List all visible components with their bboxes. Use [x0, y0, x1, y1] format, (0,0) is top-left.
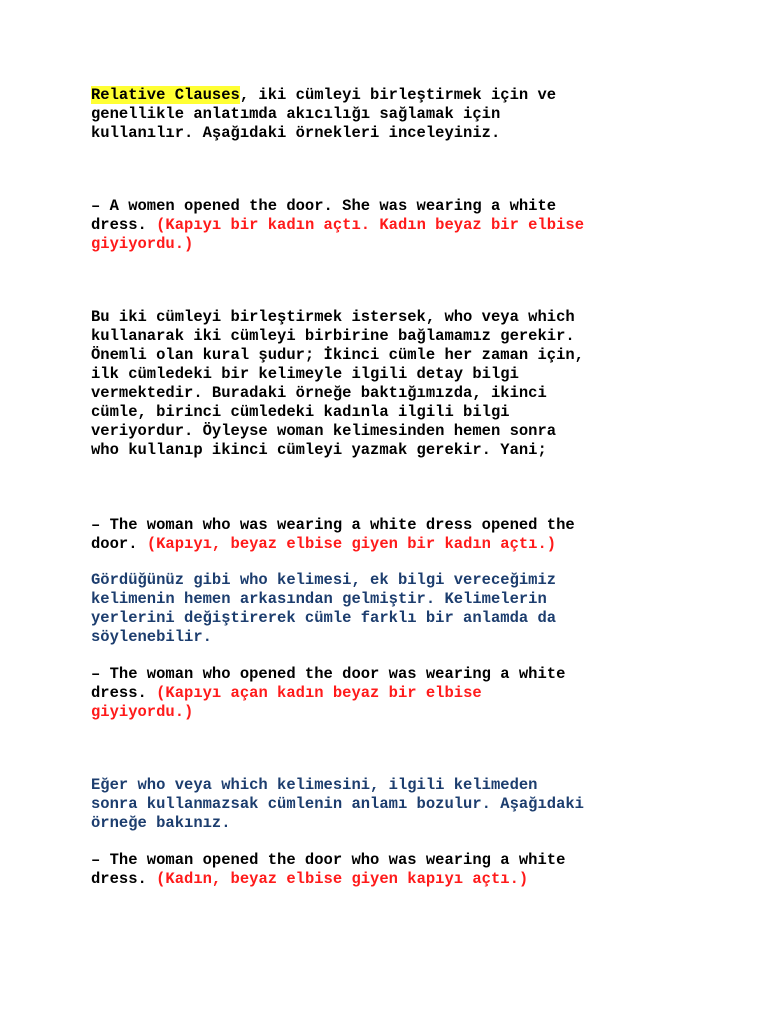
example-3 — [91, 665, 691, 722]
example-1 — [91, 197, 691, 254]
note-2-paragraph — [91, 776, 691, 833]
note-1-line: Gördüğünüz gibi who kelimesi, ek bilgi vereceğimiz — [91, 571, 557, 589]
example-4-translation: (Kadın, beyaz elbise giyen kapıyı açtı.) — [156, 870, 529, 888]
example-4 — [91, 851, 691, 889]
highlighted-term: Relative Clauses — [91, 86, 240, 104]
example-2-sentence-end: door. — [91, 535, 147, 553]
explanation-line: ilk cümledeki bir kelimeyle ilgili detay bilgi — [91, 365, 519, 383]
note-2-line: örneğe bakınız. — [91, 814, 231, 832]
example-3-sentence-end: dress. — [91, 684, 157, 702]
example-1-translation: (Kapıyı bir kadın açtı. Kadın beyaz bir elbise — [156, 216, 584, 234]
example-4-sentence: – The woman opened the door who was wearing a white — [91, 851, 566, 869]
explanation-line: veriyordur. Öyleyse woman kelimesinden hemen sonra — [91, 422, 557, 440]
example-3-sentence: – The woman who opened the door was wearing a white — [91, 665, 566, 683]
explanation-line: who kullanıp ikinci cümleyi yazmak gerekir. Yani; — [91, 441, 547, 459]
example-3-translation-end: giyiyordu.) — [91, 703, 194, 721]
explanation-line: vermektedir. Buradaki örneğe baktığımızda, ikinci — [91, 384, 547, 402]
explanation-paragraph — [91, 308, 691, 460]
example-2-translation: (Kapıyı, beyaz elbise giyen bir kadın açtı.) — [146, 535, 557, 553]
note-1-line: söylenebilir. — [91, 628, 212, 646]
note-1-line: yerlerini değiştirerek cümle farklı bir anlamda da — [91, 609, 557, 627]
note-1-paragraph — [91, 571, 691, 647]
intro-paragraph — [91, 86, 691, 143]
intro-line-3: kullanılır. Aşağıdaki örnekleri inceleyiniz. — [91, 124, 501, 142]
example-3-translation: (Kapıyı açan kadın beyaz bir elbise — [156, 684, 482, 702]
explanation-line: Önemli olan kural şudur; İkinci cümle her zaman için, — [91, 346, 584, 364]
intro-line-2: genellikle anlatımda akıcılığı sağlamak için — [91, 105, 501, 123]
example-4-sentence-end: dress. — [91, 870, 157, 888]
example-1-sentence: – A women opened the door. She was wearing a white — [91, 197, 557, 215]
note-2-line: Eğer who veya which kelimesini, ilgili kelimeden — [91, 776, 538, 794]
note-2-line: sonra kullanmazsak cümlenin anlamı bozulur. Aşağıdaki — [91, 795, 584, 813]
example-1-sentence-end: dress. — [91, 216, 157, 234]
intro-line-1: , iki cümleyi birleştirmek için ve — [239, 86, 557, 104]
example-2 — [91, 516, 691, 554]
explanation-line: kullanarak iki cümleyi birbirine bağlamamız gerekir. — [91, 327, 575, 345]
example-2-sentence: – The woman who was wearing a white dress opened the — [91, 516, 575, 534]
explanation-line: cümle, birinci cümledeki kadınla ilgili bilgi — [91, 403, 510, 421]
example-1-translation-end: giyiyordu.) — [91, 235, 194, 253]
note-1-line: kelimenin hemen arkasından gelmiştir. Kelimelerin — [91, 590, 547, 608]
explanation-line: Bu iki cümleyi birleştirmek istersek, who veya which — [91, 308, 575, 326]
